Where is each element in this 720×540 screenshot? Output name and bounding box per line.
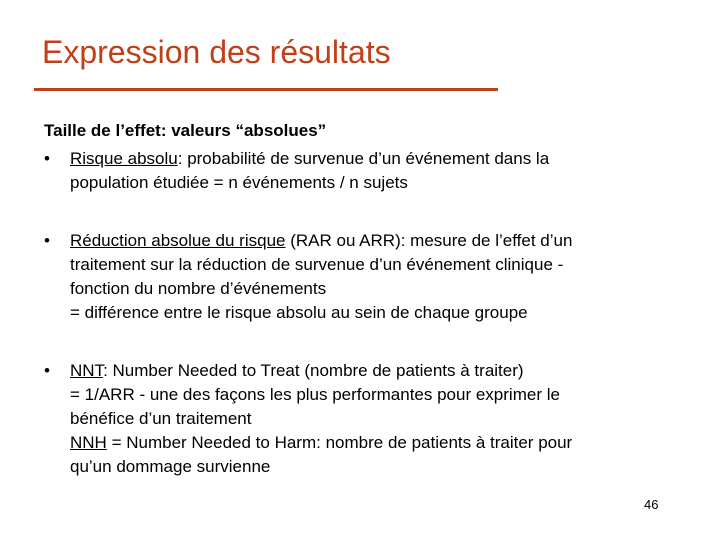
term-risque-absolu: Risque absolu xyxy=(70,149,178,168)
term-nnt: NNT xyxy=(70,361,104,380)
page-number: 46 xyxy=(644,497,659,512)
bullet-risque-absolu xyxy=(44,147,684,195)
definition-text: bénéfice d’un traitement xyxy=(70,409,252,428)
term-reduction-absolue: Réduction absolue du risque xyxy=(70,231,286,250)
slide-title: Expression des résultats xyxy=(42,34,391,70)
definition-text: (RAR ou ARR): mesure de l’effet d’un xyxy=(285,231,573,250)
definition-text: = 1/ARR - une des façons les plus performantes pour exprimer le xyxy=(70,385,560,404)
definition-text: = Number Needed to Harm: nombre de patients à traiter pour xyxy=(106,433,573,452)
definition-text: = différence entre le risque absolu au sein de chaque groupe xyxy=(70,303,528,322)
bullet-reduction-absolue xyxy=(44,229,684,325)
definition-text: : Number Needed to Treat (nombre de patients à traiter) xyxy=(103,361,524,380)
bullet-nnt xyxy=(44,359,684,479)
definition-text: traitement sur la réduction de survenue d’un événement clinique - xyxy=(70,255,564,274)
definition-text: fonction du nombre d’événements xyxy=(70,279,327,298)
bullet-point: • xyxy=(44,231,50,250)
definition-text: population étudiée = n événements / n sujets xyxy=(70,173,408,192)
title-underline-divider xyxy=(34,88,498,91)
definition-text: : probabilité de survenue d’un événement dans la xyxy=(177,149,550,168)
section-heading: Taille de l’effet: valeurs “absolues” xyxy=(44,121,327,140)
definition-text: qu’un dommage survienne xyxy=(70,457,271,476)
bullet-point: • xyxy=(44,361,50,380)
bullet-point: • xyxy=(44,149,50,168)
term-nnh: NNH xyxy=(70,433,107,452)
